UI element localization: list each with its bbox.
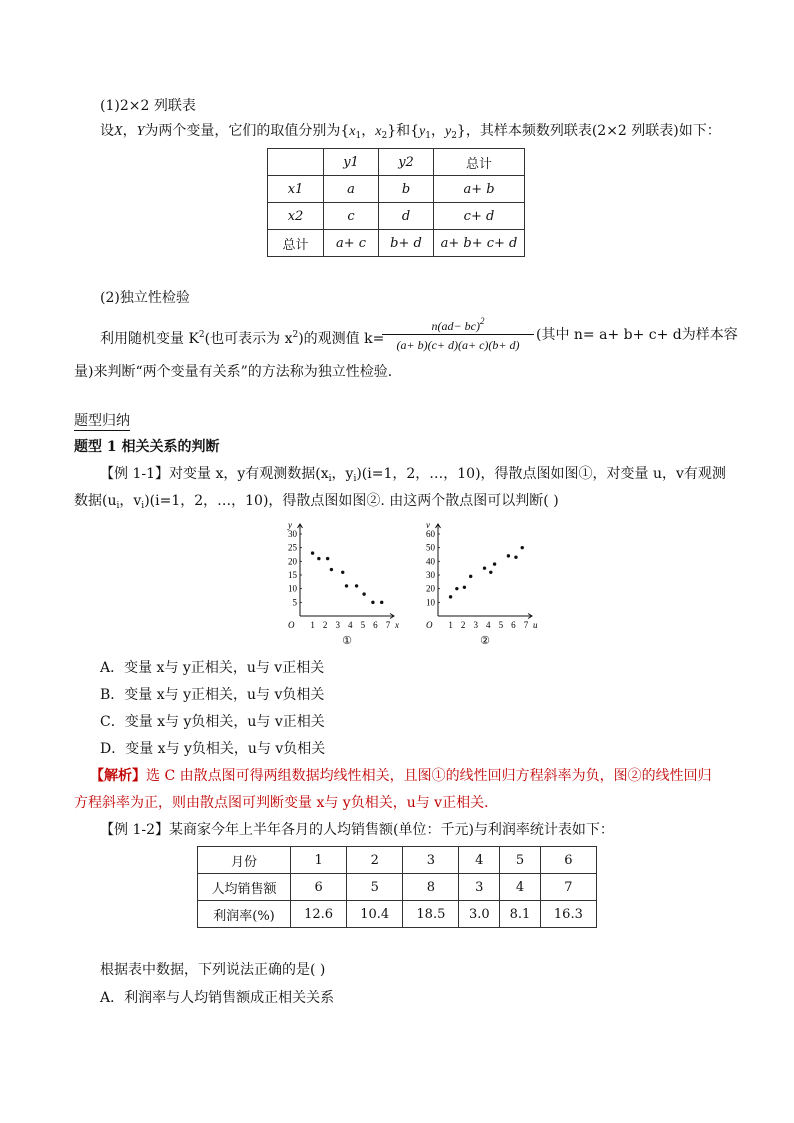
table-cell: a+ b bbox=[434, 176, 525, 203]
numerator-text: n(ad− bc) bbox=[431, 319, 480, 333]
sub-4: 2 bbox=[451, 131, 457, 141]
y-tick-label: 60 bbox=[426, 529, 435, 539]
option-c: C．变量 x与 y负相关，u与 v正相关 bbox=[100, 714, 325, 730]
sales-table bbox=[197, 846, 597, 928]
x-tick-label: 5 bbox=[498, 620, 504, 630]
section-title: 题型归纳 bbox=[74, 413, 130, 429]
ex1-text1c: )(i=1，2，…，10)，得散点图如图①，对变量 u，v有观测 bbox=[356, 466, 726, 482]
intro-seg-d: }，其样本频数列联表(2×2 列联表)如下： bbox=[456, 123, 721, 139]
scatter-point bbox=[469, 575, 472, 578]
sub-i-2: i bbox=[353, 474, 357, 484]
var-Y: Y bbox=[136, 124, 145, 139]
section-heading-contingency: (1)2×2 列联表 bbox=[100, 98, 196, 114]
chi-sup-2: 2 bbox=[292, 330, 299, 340]
table-cell: c bbox=[324, 203, 379, 230]
table-cell: x1 bbox=[268, 176, 324, 203]
sub-i: i bbox=[328, 474, 332, 484]
chi-obs: )的观测值 k= bbox=[298, 331, 385, 347]
example-1-1-line1 bbox=[100, 464, 726, 489]
table-cell bbox=[268, 149, 324, 176]
sub-2: 2 bbox=[381, 131, 388, 141]
table-cell: a bbox=[324, 176, 379, 203]
table-cell: 5 bbox=[500, 847, 541, 874]
table-row bbox=[268, 230, 525, 257]
ex1-text2: 数据(u bbox=[74, 493, 117, 509]
scatter-point bbox=[449, 595, 452, 598]
chi-square-lead bbox=[100, 325, 384, 349]
sub-1: 1 bbox=[355, 131, 362, 141]
chi-tail: (其中 n= a+ b+ c+ d为样本容 bbox=[536, 327, 738, 343]
table-cell: 10.4 bbox=[347, 901, 403, 928]
x-tick-label: 1 bbox=[310, 620, 315, 630]
example-1-1-line2 bbox=[74, 491, 559, 516]
analysis-label: 【解析】 bbox=[90, 768, 146, 784]
scatter-point bbox=[355, 584, 358, 587]
ex2-text: 某商家今年上半年各月的人均销售额(单位：千元)与利润率统计表如下： bbox=[169, 822, 614, 838]
x-tick-label: 4 bbox=[486, 620, 491, 630]
option-b: B．变量 x与 y正相关，u与 v负相关 bbox=[100, 687, 325, 703]
option-d: D．变量 x与 y负相关，u与 v负相关 bbox=[100, 741, 326, 757]
table-cell: c+ d bbox=[434, 203, 525, 230]
scatter-point bbox=[317, 557, 320, 560]
chi-sup: 2 bbox=[198, 330, 205, 340]
y-tick-label: 10 bbox=[288, 583, 297, 594]
table-cell: 2 bbox=[347, 847, 403, 874]
x-tick-label: 3 bbox=[473, 620, 478, 630]
y-tick-label: 50 bbox=[426, 542, 435, 553]
table-cell: 16.3 bbox=[540, 901, 596, 928]
table-row bbox=[268, 176, 525, 203]
scatter-point bbox=[507, 554, 510, 557]
var-x2: x bbox=[375, 124, 382, 139]
table-cell: 利润率(%) bbox=[198, 901, 291, 928]
y-tick-label: 20 bbox=[426, 583, 435, 594]
table-cell: 3 bbox=[459, 874, 500, 901]
intro-comma-2: ， bbox=[430, 123, 445, 139]
scatter-point bbox=[514, 556, 517, 559]
question-type-1: 题型 1 相关关系的判断 bbox=[74, 439, 220, 455]
numerator-sup: 2 bbox=[479, 316, 485, 326]
intro-text bbox=[100, 121, 721, 146]
table-cell: 6 bbox=[540, 847, 596, 874]
scatter-point bbox=[380, 601, 383, 604]
table-row bbox=[198, 901, 597, 928]
var-X: X bbox=[114, 124, 123, 139]
chi-line2: 量)来判断“两个变量有关系”的方法称为独立性检验． bbox=[74, 364, 402, 380]
table-cell: 总计 bbox=[434, 149, 525, 176]
scatter-point bbox=[489, 571, 492, 574]
x-axis-label: x bbox=[395, 620, 399, 630]
table-cell: 8.1 bbox=[500, 901, 541, 928]
example-1-2 bbox=[100, 820, 614, 840]
x-tick-label: 5 bbox=[360, 620, 366, 630]
origin-label: O bbox=[426, 620, 433, 630]
intro-seg-a: 设 bbox=[100, 123, 114, 139]
x-tick-label: 6 bbox=[511, 620, 516, 630]
chi-lead: 利用随机变量 K bbox=[100, 331, 199, 347]
scatter-chart-1 bbox=[278, 516, 408, 652]
table-row bbox=[268, 203, 525, 230]
table-cell: y1 bbox=[324, 149, 379, 176]
origin-label: O bbox=[288, 620, 295, 630]
y-tick-label: 25 bbox=[288, 542, 297, 553]
table-cell: 3.0 bbox=[459, 901, 500, 928]
ex1-text1b: ，y bbox=[331, 466, 354, 482]
var-x1: x bbox=[349, 124, 356, 139]
scatter-point bbox=[455, 587, 458, 590]
option-a: A．变量 x与 y正相关，u与 v正相关 bbox=[100, 660, 325, 676]
table-cell: 5 bbox=[347, 874, 403, 901]
table-cell: x2 bbox=[268, 203, 324, 230]
table-cell: 1 bbox=[291, 847, 347, 874]
table-row bbox=[198, 847, 597, 874]
scatter-chart-2 bbox=[416, 516, 550, 652]
sub-3: 1 bbox=[425, 131, 431, 141]
analysis-text1: 选 C 由散点图可得两组数据均线性相关，且图①的线性回归方程斜率为负，图②的线性回归 bbox=[146, 768, 712, 784]
scatter-point bbox=[345, 584, 348, 587]
ex1-text2c: )(i=1，2，…，10)，得散点图如图②. 由这两个散点图可以判断( ) bbox=[144, 493, 559, 509]
fraction-bar bbox=[382, 334, 534, 335]
analysis-line1 bbox=[90, 766, 712, 786]
table-cell: 总计 bbox=[268, 230, 324, 257]
table-cell: 人均销售额 bbox=[198, 874, 291, 901]
analysis-line2: 方程斜率为正，则由散点图可判断变量 x与 y负相关，u与 v正相关． bbox=[74, 795, 499, 811]
table-cell: 月份 bbox=[198, 847, 291, 874]
section-heading-independence: (2)独立性检验 bbox=[100, 290, 190, 306]
chart-caption: ② bbox=[480, 635, 490, 647]
table-cell: 7 bbox=[540, 874, 596, 901]
y-tick-label: 5 bbox=[292, 597, 297, 608]
table-cell: 6 bbox=[291, 874, 347, 901]
table-cell: b bbox=[379, 176, 434, 203]
x-tick-label: 7 bbox=[523, 620, 529, 630]
question-text: 根据表中数据，下列说法正确的是( ) bbox=[100, 962, 326, 978]
x-tick-label: 2 bbox=[322, 620, 328, 630]
intro-seg-c: }和{ bbox=[387, 123, 420, 139]
table-cell: a+ c bbox=[324, 230, 379, 257]
contingency-table bbox=[267, 148, 525, 257]
table-cell: 4 bbox=[500, 874, 541, 901]
scatter-point bbox=[371, 601, 374, 604]
y-tick-label: 40 bbox=[426, 556, 435, 567]
var-y1: y bbox=[419, 124, 426, 139]
scatter-point bbox=[330, 568, 333, 571]
formula-denominator: (a+ b)(c+ d)(a+ c)(b+ d) bbox=[396, 338, 520, 352]
chi-paren: (也可表示为 x bbox=[204, 331, 293, 347]
table-cell: 3 bbox=[403, 847, 459, 874]
x-tick-label: 1 bbox=[448, 620, 453, 630]
scatter-point bbox=[463, 586, 466, 589]
table-cell: 8 bbox=[403, 874, 459, 901]
example-label: 【例 1-1】 bbox=[100, 466, 169, 482]
scatter-point bbox=[311, 551, 314, 554]
scatter-point bbox=[362, 592, 365, 595]
table-row bbox=[198, 874, 597, 901]
intro-sep: ， bbox=[122, 123, 137, 139]
sub-i-3: i bbox=[116, 501, 120, 511]
y-tick-label: 30 bbox=[288, 529, 297, 539]
ex1-text1: 对变量 x，y有观测数据(x bbox=[169, 466, 329, 482]
var-y2: y bbox=[444, 124, 452, 139]
y-tick-label: 10 bbox=[426, 597, 435, 608]
option-a-2: A．利润率与人均销售额成正相关关系 bbox=[100, 990, 335, 1006]
x-axis-label: u bbox=[533, 620, 538, 630]
table-cell: 18.5 bbox=[403, 901, 459, 928]
table-cell: 4 bbox=[459, 847, 500, 874]
y-axis-label: y bbox=[288, 520, 292, 530]
y-tick-label: 15 bbox=[288, 570, 297, 580]
table-cell: 12.6 bbox=[291, 901, 347, 928]
intro-seg-b: 为两个变量，它们的取值分别为{ bbox=[144, 123, 350, 139]
x-tick-label: 4 bbox=[348, 620, 353, 630]
y-tick-label: 30 bbox=[426, 570, 435, 580]
x-tick-label: 3 bbox=[335, 620, 340, 630]
scatter-point bbox=[483, 566, 486, 569]
table-row bbox=[268, 149, 525, 176]
formula-numerator bbox=[382, 316, 534, 334]
x-tick-label: 6 bbox=[373, 620, 378, 630]
chart-caption: ① bbox=[342, 635, 352, 647]
x-tick-label: 2 bbox=[460, 620, 466, 630]
scatter-point bbox=[521, 546, 524, 549]
ex1-text2b: ，v bbox=[119, 493, 142, 509]
table-cell: d bbox=[379, 203, 434, 230]
y-tick-label: 20 bbox=[288, 556, 297, 567]
table-cell: b+ d bbox=[379, 230, 434, 257]
example-label-2: 【例 1-2】 bbox=[100, 822, 169, 838]
y-axis-label: v bbox=[426, 520, 430, 530]
scatter-point bbox=[341, 571, 344, 574]
scatter-point bbox=[326, 557, 329, 560]
x-tick-label: 7 bbox=[385, 620, 391, 630]
scatter-point bbox=[493, 562, 496, 565]
table-cell: y2 bbox=[379, 149, 434, 176]
table-cell: a+ b+ c+ d bbox=[434, 230, 525, 257]
sub-i-4: i bbox=[141, 501, 145, 511]
intro-comma: ， bbox=[361, 123, 376, 139]
